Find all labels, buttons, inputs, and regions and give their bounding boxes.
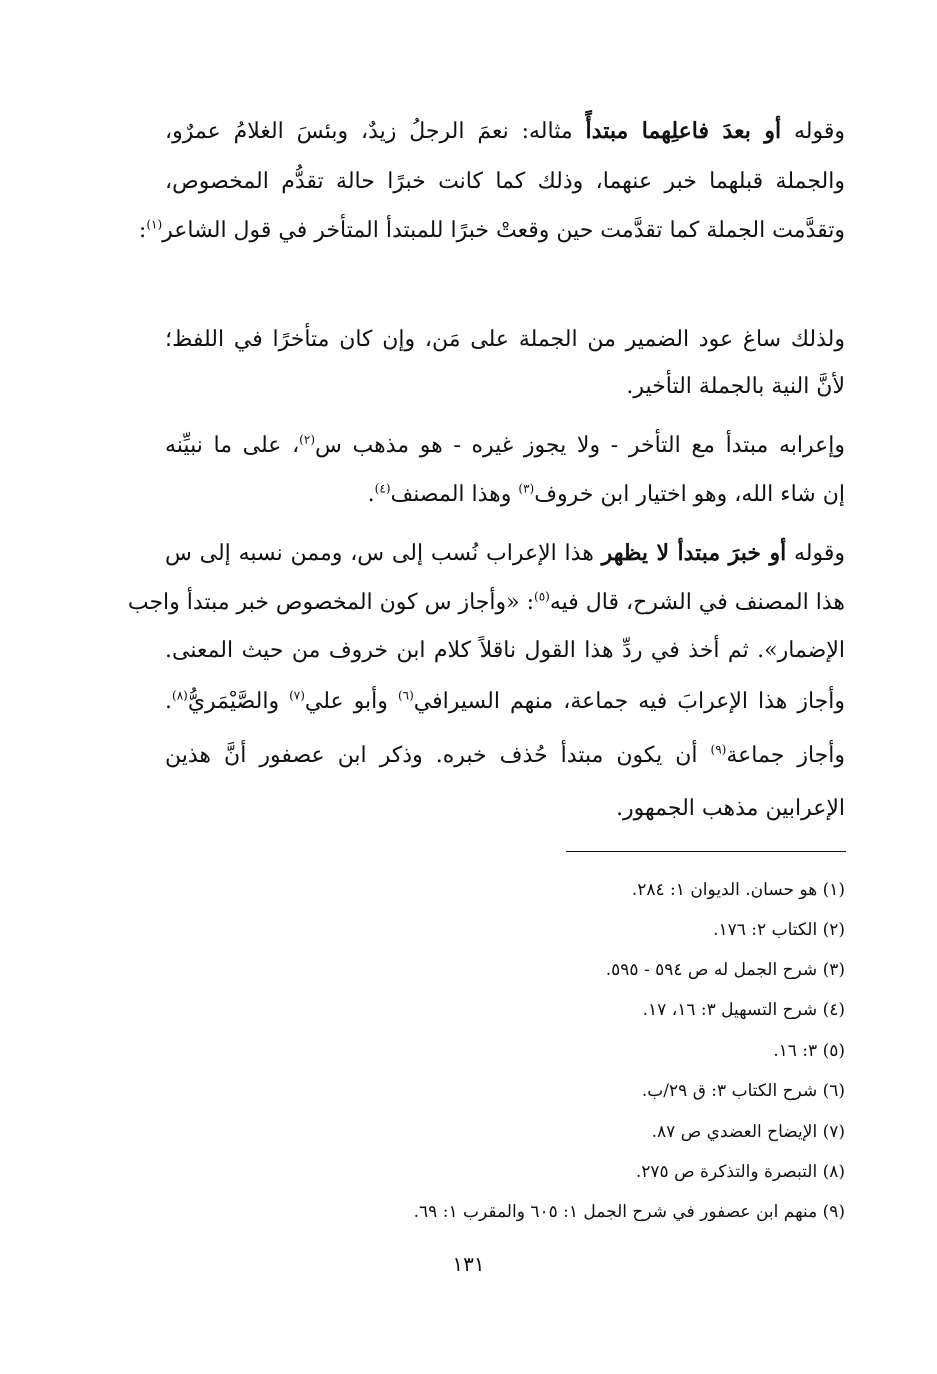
text-run: وهذا المصنف <box>390 482 519 507</box>
text-line <box>165 480 845 510</box>
text-line <box>165 325 845 355</box>
footnote: (٢) الكتاب ٢: ١٧٦. <box>713 920 845 940</box>
footnote: (١) هو حسان. الديوان ١: ٢٨٤. <box>631 880 845 900</box>
text-run: إن شاء الله، وهو اختيار ابن خروف <box>534 482 845 507</box>
text-run: هذا المصنف في الشرح، قال فيه <box>549 590 845 615</box>
text-run: . <box>367 482 375 507</box>
text-line <box>138 216 845 246</box>
text-run: وقوله <box>786 541 845 566</box>
footnote-reference[interactable]: (٢) <box>299 432 315 447</box>
footnote-separator <box>566 851 846 852</box>
text-line <box>165 372 845 402</box>
footnote: (٧) الإيضاح العضدي ص ٨٧. <box>651 1122 845 1142</box>
text-run: ولذلك ساغ عود الضمير من الجملة على مَن، وإن كان متأخرًا في اللفظ؛ <box>165 327 845 352</box>
text-run: . <box>165 689 172 714</box>
text-line <box>165 741 845 771</box>
footnote-reference[interactable]: (١) <box>146 217 163 232</box>
footnote: (٤) شرح التسهيل ٣: ١٦، ١٧. <box>642 1000 845 1020</box>
footnote: (٥) ٣: ١٦. <box>773 1041 845 1061</box>
text-line <box>165 116 845 147</box>
footnote-reference[interactable]: (٣) <box>518 481 535 496</box>
text-run: والصَّيْمَريُّ <box>187 689 290 714</box>
text-run: الإضمار». ثم أخذ في ردِّ هذا القول ناقلاً كلام ابن خروف من حيث المعنى. <box>165 638 845 663</box>
text-run: وإعرابه مبتدأ مع التأخر - ولا يجوز غيره - هو مذهب س <box>315 433 845 458</box>
text-run: أن يكون مبتدأ حُذف خبره. وذكر ابن عصفور أنَّ هذين <box>165 743 711 768</box>
footnote-reference[interactable]: (٨) <box>172 688 188 703</box>
text-run: وأبو علي <box>304 689 398 714</box>
text-run: وتقدَّمت الجملة كما تقدَّمت حين وقعتْ خبرًا للمبتدأ المتأخر في قول الشاعر <box>162 218 845 243</box>
text-line <box>165 636 845 666</box>
text-run: الإعرابين مذهب الجمهور. <box>616 796 845 821</box>
text-run: وقوله <box>781 119 846 144</box>
text-run: والجملة قبلهما خبر عنهما، وذلك كما كانت خبرًا حالة تقدُّم المخصوص، <box>165 169 845 194</box>
text-run: : <box>138 218 147 243</box>
text-run: ، على ما نبيِّنه <box>165 433 300 458</box>
text-run: مثاله: نعمَ الرجلُ زيدٌ، وبئسَ الغلامُ عمرٌو، <box>165 119 586 144</box>
text-line <box>165 687 845 717</box>
footnote-reference[interactable]: (٤) <box>374 481 391 496</box>
text-line <box>165 794 845 824</box>
text-run: وأجاز جماعة <box>726 743 845 768</box>
footnote: (٣) شرح الجمل له ص ٥٩٤ - ٥٩٥. <box>605 960 845 980</box>
text-run: : «وأجاز س كون المخصوص خبر مبتدأ واجب <box>127 590 535 615</box>
text-line <box>165 167 845 197</box>
text-run: وأجاز هذا الإعرابَ فيه جماعة، منهم السيرافي <box>413 689 845 714</box>
footnote: (٨) التبصرة والتذكرة ص ٢٧٥. <box>635 1162 845 1182</box>
bold-quoted-phrase: أو خبرَ مبتدأ لا يظهر <box>601 540 787 566</box>
text-run: هذا الإعراب نُسب إلى س، وممن نسبه إلى س <box>165 541 602 566</box>
text-line <box>165 431 845 461</box>
footnote-reference[interactable]: (٥) <box>534 589 550 604</box>
page-number: ١٣١ <box>452 1252 485 1276</box>
footnote: (٩) منهم ابن عصفور في شرح الجمل ١: ٦٠٥ والمقرب ١: ٦٩. <box>413 1202 845 1222</box>
footnote-reference[interactable]: (٦) <box>397 688 414 703</box>
footnote: (٦) شرح الكتاب ٣: ق ٢٩/ب. <box>641 1081 845 1101</box>
bold-quoted-phrase: أو بعدَ فاعلِهما مبتدأً <box>585 118 782 144</box>
footnote-reference[interactable]: (٩) <box>710 742 727 757</box>
poetry-verse <box>165 266 845 296</box>
text-line <box>127 588 845 618</box>
text-run: لأنَّ النية بالجملة التأخير. <box>626 374 845 399</box>
footnote-reference[interactable]: (٧) <box>289 688 305 703</box>
text-line <box>165 538 845 569</box>
